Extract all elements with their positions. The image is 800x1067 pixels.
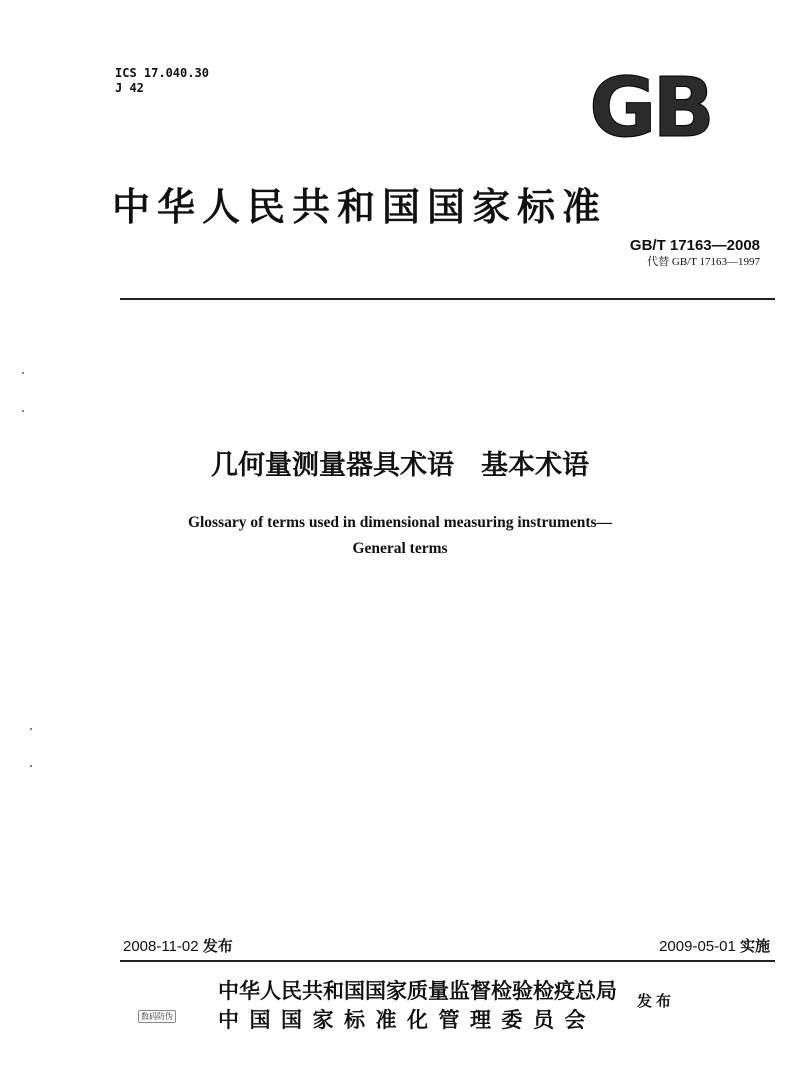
- document-title-en: [0, 510, 800, 562]
- issue-date-block: [123, 935, 233, 956]
- gb-logo: [570, 68, 730, 148]
- bottom-divider: [120, 960, 775, 962]
- document-title-en-line1: Glossary of terms used in dimensional measuring instruments—: [187, 514, 613, 531]
- implementation-label: 实施: [739, 937, 770, 955]
- publisher-sac: 中国国家标准化管理委员会: [218, 1008, 596, 1032]
- standard-type-heading: 中华人民共和国国家标准: [112, 185, 608, 229]
- top-divider: [120, 298, 775, 300]
- anti-counterfeit-stamp: 数码防伪: [138, 1010, 176, 1023]
- issue-label: 发布: [202, 937, 233, 955]
- scan-speck: [22, 372, 24, 374]
- publish-label: 发布: [637, 992, 676, 1010]
- document-title-zh: 几何量测量器具术语 基本术语: [211, 450, 589, 481]
- publisher-aqsiq: 中华人民共和国国家质量监督检验检疫总局: [218, 979, 617, 1003]
- document-title-en-line2: General terms: [352, 540, 448, 557]
- standard-code-block: [630, 237, 760, 271]
- scan-speck: [30, 765, 32, 767]
- implementation-date-block: [659, 935, 770, 956]
- gb-logo-text: GB: [589, 68, 711, 148]
- implementation-date: 2009-05-01: [659, 938, 736, 955]
- ccs-code: J 42: [115, 81, 144, 95]
- publishers: [218, 977, 617, 1035]
- scan-speck: [22, 410, 24, 412]
- scan-speck: [30, 728, 32, 730]
- standard-code: GB/T 17163—2008: [629, 237, 760, 254]
- replaces-code: 代替 GB/T 17163—1997: [647, 256, 760, 268]
- classification-codes: [115, 66, 209, 96]
- issue-date: 2008-11-02: [123, 938, 199, 955]
- ics-code: ICS 17.040.30: [115, 66, 209, 80]
